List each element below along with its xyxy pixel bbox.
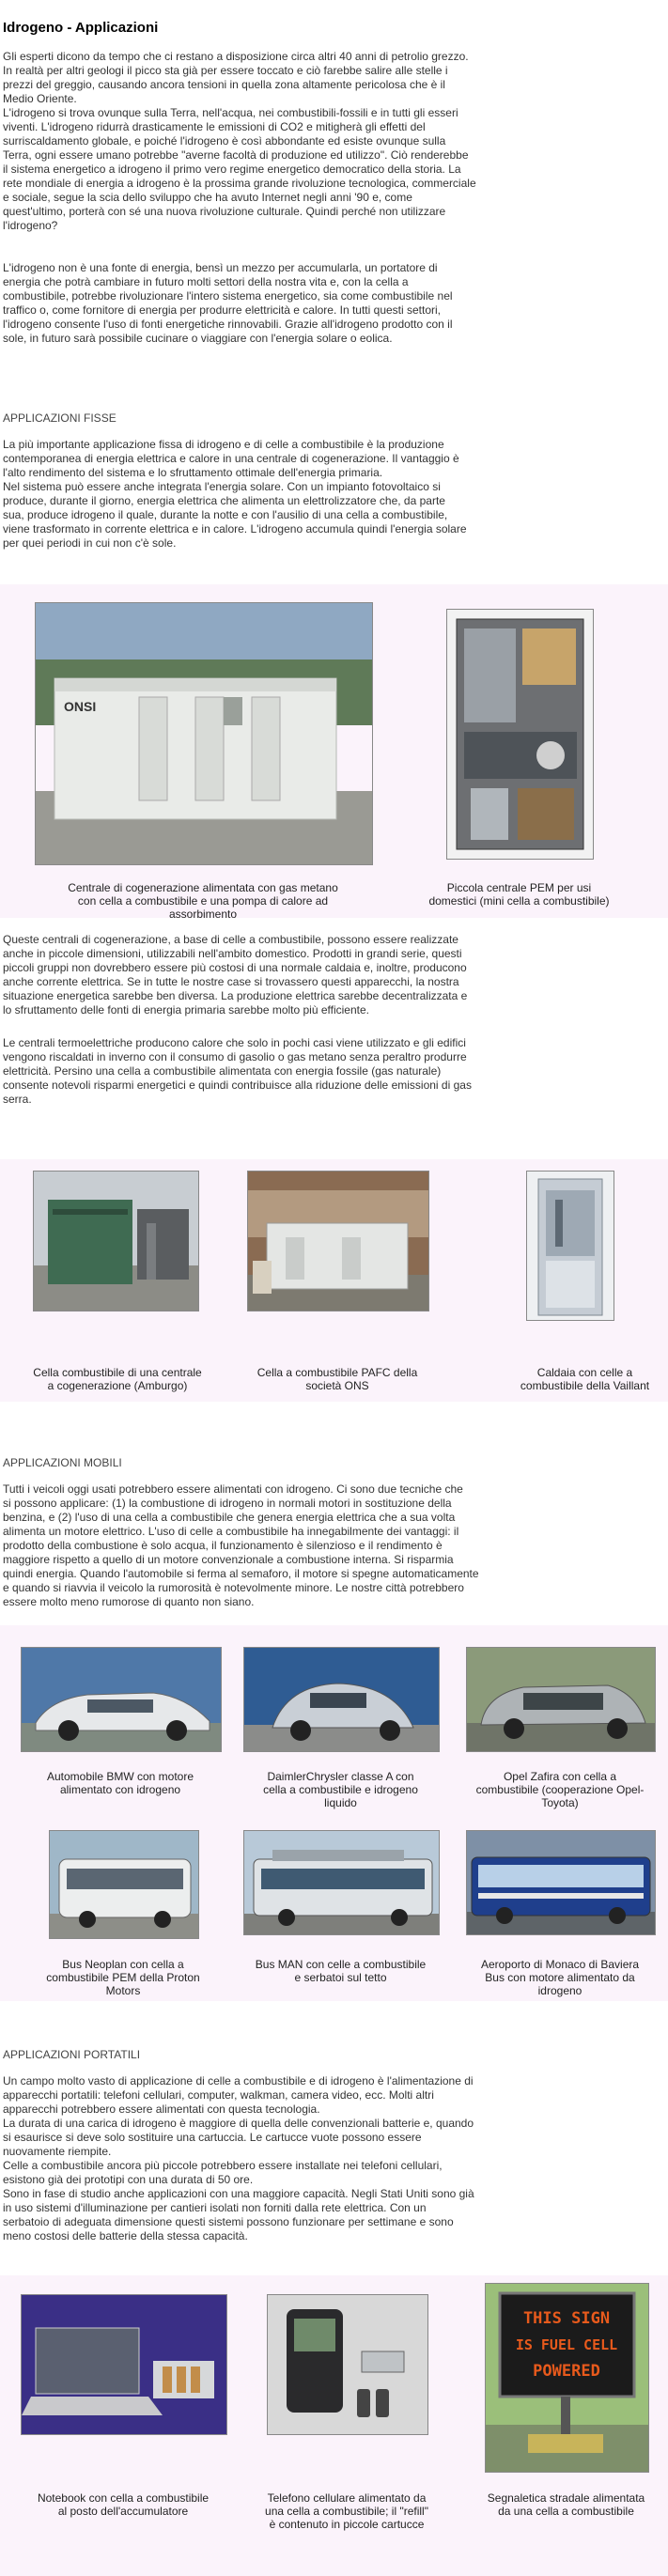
hamburg-fuel-cell-photo [33, 1171, 199, 1311]
caption-cogeneration-plant: Centrale di cogenerazione alimentata con gas metano con cella a combustibile e una pompa di calore ad assorbimento [68, 881, 338, 921]
mobili-paragraph-1: Tutti i veicoli oggi usati potrebbero essere alimentati con idrogeno. Ci sono due tecniche che si possono applicare: (1) la combustione di idrogeno in normali motori in sostituzione della benzina, e (2) l'uso di una cella a combustibile che genera energia elettrica che a sua volta alimenta un motore elettrico. L'uso di celle a combustibile ha innegabilmente dei vantaggi: il prodotto della combustione è solo acqua, il funzionamento è silenzioso e il rendimento è maggiore rispetto a quello di un motore convenzionale a combustione interna. Si risparmia quindi energia. Quando l'automobile si ferma al semaforo, il motore si spegne automaticamente e quando si riavvia il veicolo la rumorosità è notevolmente minore. Le nostre città potrebbero essere molto meno rumorose di quanto non siano. [3, 1482, 479, 1608]
onsi-logo-text: ONSI [64, 699, 97, 714]
sign-text-line-1: THIS SIGN [522, 2309, 611, 2328]
caption-pem-home-unit: Piccola centrale PEM per usi domestici (mini cella a combustibile) [428, 881, 610, 908]
caption-vaillant-boiler: Caldaia con celle a combustibile della Vaillant [520, 1366, 650, 1392]
caption-neoplan-bus: Bus Neoplan con cella a combustibile PEM della Proton Motors [46, 1958, 200, 1997]
fuel-cell-road-sign-photo [485, 2283, 649, 2473]
caption-daimlerchrysler-a-class: DaimlerChrysler classe A con cella a combustibile e idrogeno liquido [263, 1770, 418, 1809]
fisse-paragraph-2: Queste centrali di cogenerazione, a base di celle a combustibile, possono essere realizzate anche in piccole dimensioni, utilizzabili nell'ambito domestico. Prodotti in grandi serie, questi piccoli gruppi non dovrebbero essere più costosi di una normale caldaia e, inoltre, producono anche corrente elettrica. Se in tutte le nostre case si trovassero questi apparecchi, la nostra situazione energetica sarebbe ben diversa. La produzione elettrica sarebbe decentralizzata e lo sfruttamento delle fonti di energia primaria sarebbe molto più efficiente. [3, 933, 468, 1016]
bmw-hydrogen-car-photo [21, 1647, 222, 1752]
caption-hamburg-fuel-cell: Cella combustibile di una centrale a cogenerazione (Amburgo) [33, 1366, 202, 1392]
intro-paragraph-2: L'idrogeno non è una fonte di energia, bensì un mezzo per accumularla, un portatore di energia che potrà cambiare in futuro molti settori della nostra vita e, con la cella a combustibile, potrebbe rivoluzionare l'intero sistema energetico, sia come combustibile nel traffico o, come fornitore di energia per produrre elettricità e calore. In tutti questi settori, l'idrogeno consente l'uso di fonti energetiche rinnovabili. Grazie all'idrogeno prodotto con il sole, in futuro sarà possibile cucinare o viaggiare con l'energia solare o eolica. [3, 261, 453, 345]
caption-man-bus: Bus MAN con celle a combustibile e serbatoi sul tetto [255, 1958, 427, 1984]
intro-paragraph-1: Gli esperti dicono da tempo che ci restano a disposizione circa altri 40 anni di petrolio grezzo. In realtà per altri geologi il picco sta già per essere toccato e ciò farebbe salire alle stelle i prezzi del greggio, causando ancora tensioni in quella zona altamente pericolosa che è il Medio Oriente. L'idrogeno si trova ovunque sulla Terra, nell'acqua, nei combustibili-fossili e in tutti gli esseri viventi. L'idrogeno ridurrà drasticamente le emissioni di CO2 e mitigherà gli effetti del surriscaldamento globale, e poiché l'idrogeno è così abbondante ed esiste ovunque sulla Terra, ogni essere umano potrebbe "averne facoltà di produzione ed utilizzo". Ciò renderebbe il sistema energetico a idrogeno il primo vero regime energetico democratico della storia. La rete mondiale di energia a idrogeno è la prossima grande rivoluzione tecnologica, commerciale e sociale, segue la scia dello sviluppo che ha avuto Internet negli anni '90 e, come quest'ultimo, porterà con sé una nuova rivoluzione culturale. Quindi perché non utilizzare l'idrogeno? [3, 50, 476, 232]
daimlerchrysler-a-class-photo [243, 1647, 440, 1752]
fuel-cell-phone-photo [267, 2294, 428, 2435]
portatili-paragraph-1: Un campo molto vasto di applicazione di celle a combustibile e di idrogeno è l'alimentazione di apparecchi portatili: telefoni cellulari, computer, walkman, camera video, ecc. Molti altri apparecchi potrebbero essere alimentati con questa tecnologia. La durata di una carica di idrogeno è maggiore di quella delle convenzionali batterie e, quando si esaurisce si deve solo sostituire una cartuccia. Le cartucce vuote possono essere nuovamente riempite. Celle a combustibile ancora più piccole potrebbero essere installate nei telefoni cellulari, esistono già dei prototipi con una durata di 50 ore. Sono in fase di studio anche applicazioni con una maggiore capacità. Negli Stati Uniti sono già in uso sistemi d'illuminazione per cantieri isolati non forniti dalla rete elettrica. Con un serbatoio di adeguata dimensione questi sistemi possono funzionare per settimane e sono meno costosi delle batterie della stessa capacità. [3, 2074, 474, 2242]
caption-opel-zafira: Opel Zafira con cella a combustibile (cooperazione Opel- Toyota) [475, 1770, 645, 1809]
section-heading-mobili: APPLICAZIONI MOBILI [3, 1456, 122, 1469]
munich-airport-bus-photo [466, 1830, 656, 1935]
pem-home-unit-photo [446, 609, 594, 860]
caption-notebook-fuel-cell: Notebook con cella a combustibile al posto dell'accumulatore [37, 2491, 210, 2518]
fisse-paragraph-1: La più importante applicazione fissa di idrogeno e di celle a combustibile è la produzione contemporanea di energia elettrica e calore in una centrale di cogenerazione. Il vantaggio è l'alto rendimento del sistema e lo sfruttamento ottimale dell'energia primaria. Nel sistema può essere anche integrata l'energia solare. Con un impianto fotovoltaico si produce, durante il giorno, energia elettrica che alimenta un elettrolizzatore che, da parte sua, produce idrogeno il quale, durante la notte e con l'ausilio di una cella a combustibile, viene trasformato in corrente elettrica e in calore. L'idrogeno accumula quindi l'energia solare per quei periodi in cui non c'è sole. [3, 438, 467, 550]
pafc-ons-photo [247, 1171, 429, 1311]
fisse-paragraph-3: Le centrali termoelettriche producono calore che solo in pochi casi viene utilizzato e gli edifici vengono riscaldati in inverno con il consumo di gasolio o gas metano senza peraltro produrre elettricità. Persino una cella a combustibile alimentata con energia fossile (gas naturale) consente notevoli risparmi energetici e quindi contribuisce alla riduzione delle emissioni di gas serra. [3, 1036, 472, 1106]
caption-munich-airport-bus: Aeroporto di Monaco di Baviera Bus con motore alimentato da idrogeno [480, 1958, 640, 1997]
caption-bmw-hydrogen-car: Automobile BMW con motore alimentato con idrogeno [46, 1770, 194, 1796]
caption-fuel-cell-phone: Telefono cellulare alimentato da una cella a combustibile; il "refill" è contenuto in piccole cartucce [265, 2491, 428, 2531]
sign-text-line-3: POWERED [533, 2362, 600, 2381]
man-bus-photo [243, 1830, 440, 1935]
sign-text-line-2: IS FUEL CELL [515, 2336, 618, 2353]
vaillant-boiler-photo [526, 1171, 614, 1321]
notebook-fuel-cell-photo [21, 2294, 227, 2435]
caption-pafc-ons: Cella a combustibile PAFC della società ONS [256, 1366, 418, 1392]
cogeneration-plant-photo [35, 602, 373, 865]
section-heading-fisse: APPLICAZIONI FISSE [3, 411, 117, 425]
caption-fuel-cell-road-sign: Segnaletica stradale alimentata da una cella a combustibile [487, 2491, 645, 2518]
page-title: Idrogeno - Applicazioni [3, 20, 159, 36]
opel-zafira-photo [466, 1647, 656, 1752]
neoplan-bus-photo [49, 1830, 199, 1939]
section-heading-portatili: APPLICAZIONI PORTATILI [3, 2048, 141, 2061]
